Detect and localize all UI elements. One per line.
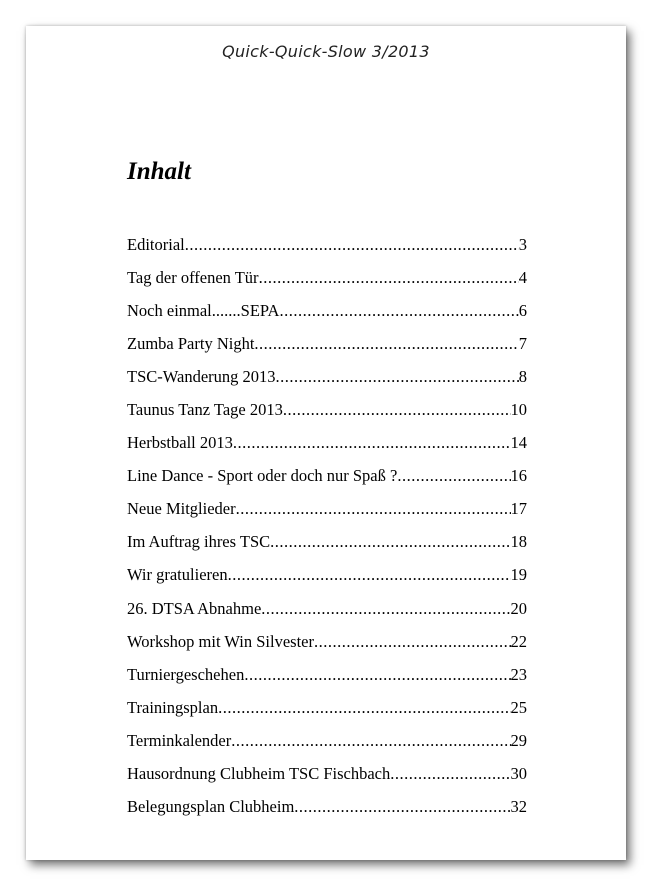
toc-entry-title: Taunus Tanz Tage 2013 [127,400,283,420]
dot-leader [276,364,519,390]
toc-entry-title: Tag der offenen Tür [127,268,259,288]
toc-entry-title: Line Dance - Sport oder doch nur Spaß ? [127,466,398,486]
toc-entry-page-number: 18 [510,532,527,552]
dot-leader [236,496,511,522]
dot-leader [228,562,511,588]
toc-entry [127,364,527,397]
toc-entry [127,232,527,265]
toc-entry-page-number: 17 [510,499,527,519]
dot-leader [270,529,510,555]
dot-leader [254,331,518,357]
toc-entry [127,662,527,695]
toc-entry-title: Herbstball 2013 [127,433,233,453]
toc-entry-page-number: 8 [518,367,527,387]
toc-entry-title: Terminkalender [127,730,232,750]
toc-entry-page-number: 22 [510,631,527,651]
dot-leader [294,794,510,820]
toc-entry-title: Neue Mitglieder [127,499,236,519]
table-of-contents [127,232,527,827]
toc-entry-title: Noch einmal.......SEPA [127,301,280,321]
toc-entry-page-number: 32 [510,796,527,816]
toc-entry [127,430,527,463]
toc-entry-title: Zumba Party Night [127,334,255,354]
toc-entry [127,596,527,629]
toc-entry-page-number: 4 [518,268,527,288]
dot-leader [390,761,510,787]
dot-leader [314,629,511,655]
dot-leader [218,695,510,721]
dot-leader [185,232,519,258]
toc-entry-page-number: 14 [510,433,527,453]
dot-leader [261,596,510,622]
dot-leader [397,463,510,489]
toc-entry [127,728,527,761]
toc-entry-page-number: 30 [510,763,527,783]
toc-entry [127,298,527,331]
toc-entry-title: Wir gratulieren [127,565,228,585]
toc-entry-title: Belegungsplan Clubheim [127,796,295,816]
toc-entry-title: TSC-Wanderung 2013 [127,367,276,387]
toc-entry-page-number: 19 [510,565,527,585]
toc-entry-page-number: 3 [518,235,527,254]
dot-leader [283,397,511,423]
toc-entry [127,562,527,595]
toc-entry [127,529,527,562]
page-title: Inhalt [127,158,191,185]
toc-entry-title: 26. DTSA Abnahme [127,598,262,618]
toc-entry-title: Workshop mit Win Silvester [127,631,314,651]
toc-entry-title: Trainingsplan [127,697,219,717]
toc-entry [127,496,527,529]
dot-leader [279,298,518,324]
toc-entry-page-number: 10 [510,400,527,420]
toc-entry [127,695,527,728]
dot-leader [259,265,519,291]
dot-leader [244,662,510,688]
toc-entry-title: Turniergeschehen [127,664,245,684]
toc-entry-page-number: 23 [510,664,527,684]
running-header: Quick-Quick-Slow 3/2013 [222,42,430,61]
toc-entry-page-number: 16 [510,466,527,486]
toc-entry-title: Hausordnung Clubheim TSC Fischbach [127,763,391,783]
dot-leader [233,430,511,456]
toc-entry [127,265,527,298]
toc-entry [127,463,527,496]
toc-entry [127,629,527,662]
toc-entry [127,331,527,364]
toc-entry [127,397,527,430]
toc-entry-page-number: 20 [510,598,527,618]
dot-leader [231,728,510,754]
toc-entry [127,761,527,794]
toc-entry-page-number: 29 [510,730,527,750]
toc-entry-page-number: 25 [510,697,527,717]
toc-entry-title: Editorial [127,235,185,254]
document-page [26,26,626,860]
toc-entry-page-number: 7 [518,334,527,354]
toc-entry [127,794,527,827]
toc-entry-page-number: 6 [518,301,527,321]
toc-entry-title: Im Auftrag ihres TSC [127,532,271,552]
